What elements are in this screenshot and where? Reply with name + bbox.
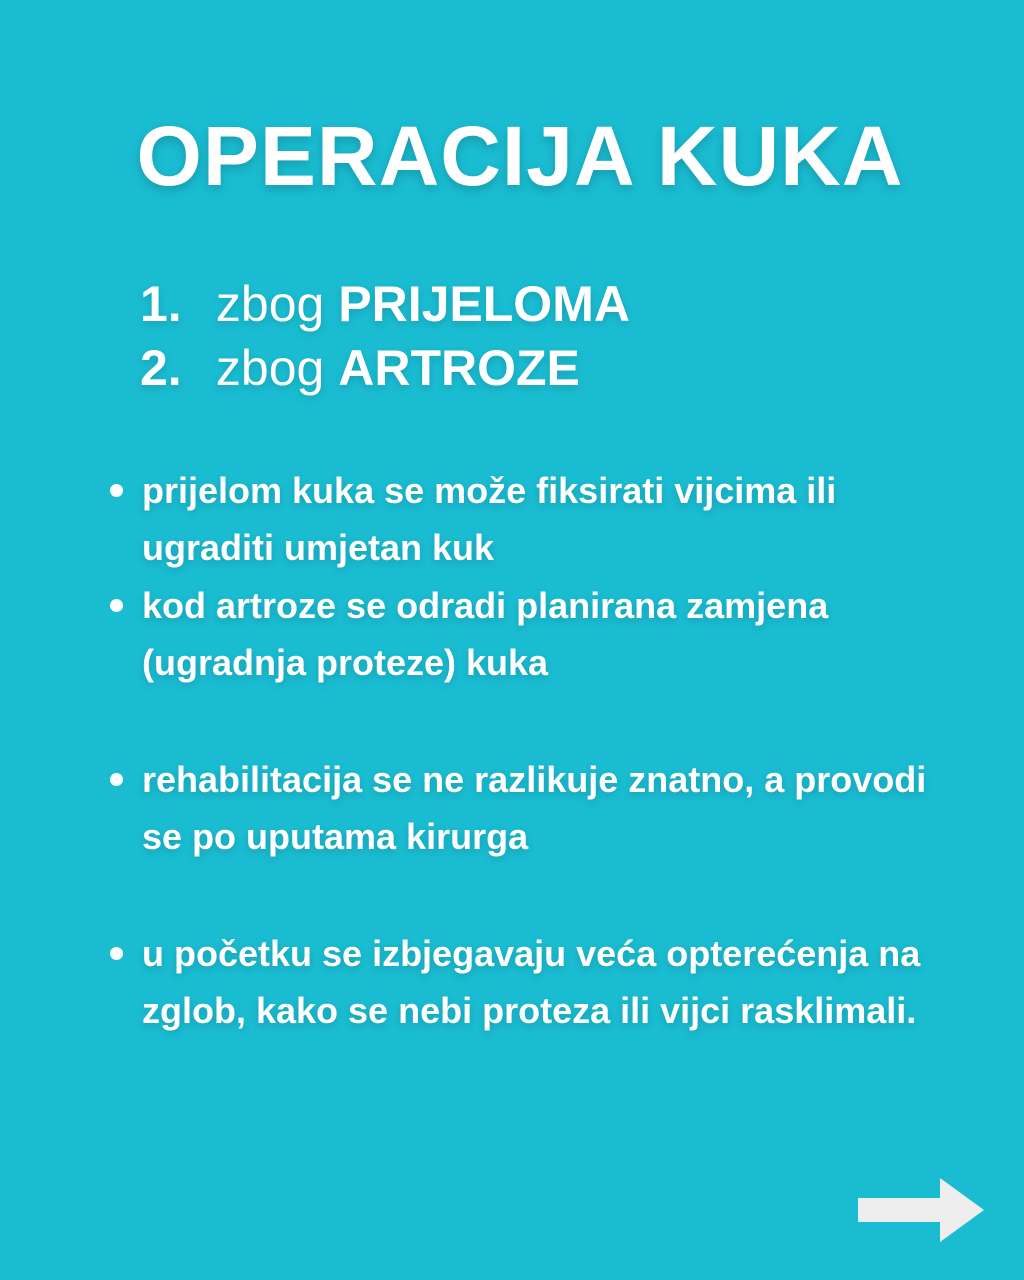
reason-item	[140, 272, 630, 336]
right-arrow-shape	[858, 1178, 984, 1242]
reason-lead: zbog	[215, 276, 325, 332]
bullet-item	[142, 751, 942, 865]
reason-keyword: PRIJELOMA	[338, 276, 630, 332]
reason-keyword: ARTROZE	[338, 340, 580, 396]
reasons-list	[140, 272, 630, 400]
bullet-dot-icon	[110, 599, 123, 612]
bullet-text: rehabilitacija se ne razlikuje znatno, a provodi se po uputama kirurga	[142, 759, 927, 857]
bullet-dot-icon	[110, 484, 123, 497]
reason-lead: zbog	[215, 340, 325, 396]
bullet-item	[142, 577, 942, 691]
reason-number: 2.	[140, 340, 182, 396]
reason-item	[140, 336, 630, 400]
bullet-item	[142, 462, 942, 576]
bullet-dot-icon	[110, 947, 123, 960]
page-title: OPERACIJA KUKA	[136, 109, 904, 203]
reason-number: 1.	[140, 276, 182, 332]
bullet-item	[142, 925, 942, 1039]
bullet-text: kod artroze se odradi planirana zamjena (ugradnja proteze) kuka	[142, 585, 829, 683]
bullet-text: u početku se izbjegavaju veća opterećenja na zglob, kako se nebi proteza ili vijci rasklimali.	[142, 933, 921, 1031]
right-arrow-icon[interactable]	[858, 1178, 984, 1242]
bullet-text: prijelom kuka se može fiksirati vijcima ili ugraditi umjetan kuk	[142, 470, 837, 568]
bullet-dot-icon	[110, 773, 123, 786]
